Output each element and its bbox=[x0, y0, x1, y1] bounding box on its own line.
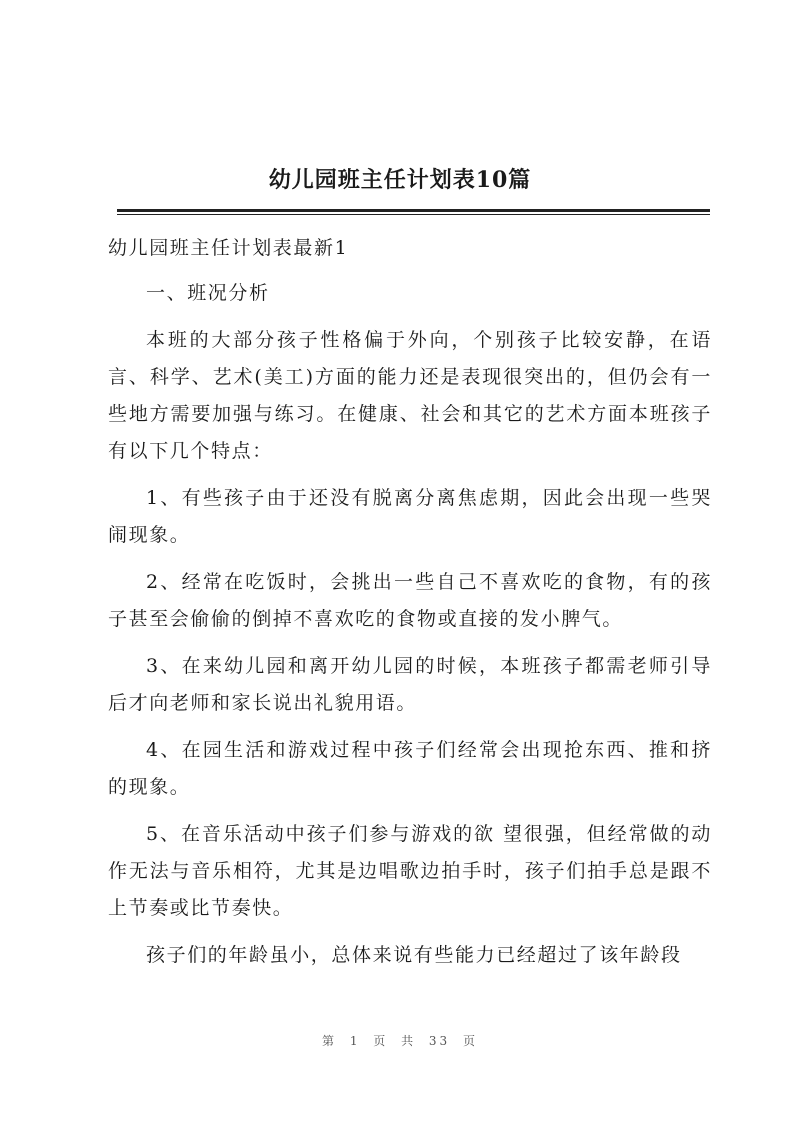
paragraph: 1、有些孩子由于还没有脱离分离焦虑期，因此会出现一些哭闹现象。 bbox=[108, 487, 712, 546]
section-heading: 幼儿园班主任计划表最新1 bbox=[108, 237, 349, 259]
title-rule bbox=[117, 209, 710, 212]
title-rule-thin bbox=[117, 214, 710, 215]
paragraph: 2、经常在吃饭时，会挑出一些自己不喜欢吃的食物，有的孩子甚至会偷偷的倒掉不喜欢吃的食物或直接的发小脾气。 bbox=[108, 571, 712, 630]
paragraph: 孩子们的年龄虽小，总体来说有些能力已经超过了该年龄段 bbox=[146, 944, 682, 966]
page-title: 幼儿园班主任计划表10篇 bbox=[268, 167, 532, 193]
paragraph: 5、在音乐活动中孩子们参与游戏的欲 望很强，但经常做的动作无法与音乐相符，尤其是边唱歌边拍手时，孩子们拍手总是跟不上节奏或比节奏快。 bbox=[108, 823, 712, 919]
paragraph-subheading: 一、班况分析 bbox=[146, 282, 270, 304]
document-body bbox=[108, 230, 712, 984]
page-footer: 第 1 页 共 33 页 bbox=[322, 1034, 478, 1048]
paragraph: 本班的大部分孩子性格偏于外向，个别孩子比较安静，在语言、科学、艺术(美工)方面的能力还是表现很突出的，但仍会有一些地方需要加强与练习。在健康、社会和其它的艺术方面本班孩子有以下几个特点： bbox=[108, 329, 712, 462]
paragraph: 3、在来幼儿园和离开幼儿园的时候，本班孩子都需老师引导后才向老师和家长说出礼貌用语。 bbox=[108, 655, 712, 714]
paragraph: 4、在园生活和游戏过程中孩子们经常会出现抢东西、推和挤的现象。 bbox=[108, 739, 712, 798]
